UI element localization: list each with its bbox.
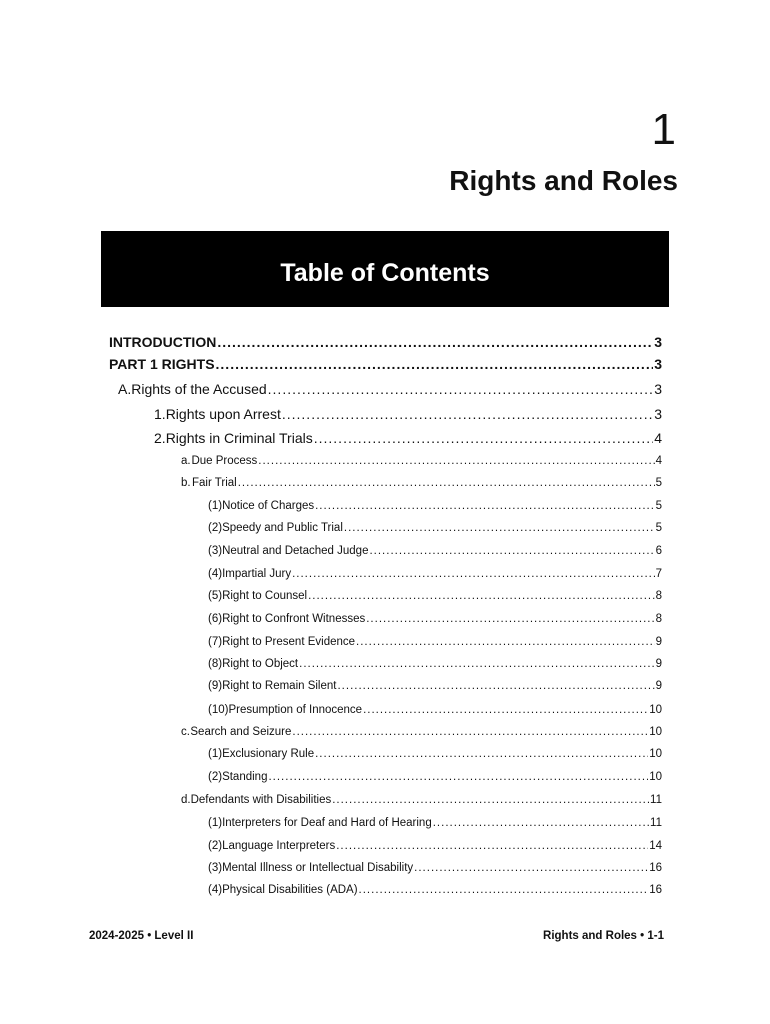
toc-entry-page: 5 [655,477,662,489]
toc-entry-text: Defendants with Disabilities [190,794,332,806]
toc-entry-page: 11 [650,794,662,806]
toc-entry-number: (3) [208,862,223,874]
toc-entry-page: 16 [649,862,662,874]
toc-entry-exclusionary-rule[interactable] [208,745,662,763]
toc-leader-dots [217,333,653,351]
toc-entry-number: A. [118,381,132,397]
toc-leader-dots [433,814,649,832]
toc-entry-page: 9 [655,636,662,648]
toc-leader-dots [258,452,654,470]
toc-entry-number: (2) [208,522,223,534]
toc-entry-page: 5 [655,522,662,534]
toc-leader-dots [332,791,649,809]
toc-entry-page: 3 [654,381,662,397]
toc-entry-page: 3 [654,356,662,372]
toc-entry-page: 14 [649,840,662,852]
toc-entry-number: (10) [208,704,229,716]
toc-entry-text: Right to Object [222,658,299,670]
toc-entry-text: Rights in Criminal Trials [165,430,313,446]
toc-entry-text: INTRODUCTION [109,334,217,350]
toc-entry-speedy-public-trial[interactable] [208,519,662,537]
toc-leader-dots [282,405,653,423]
toc-entry-text: Due Process [191,455,258,467]
toc-entry-language-interpreters[interactable] [208,837,662,855]
toc-leader-dots [356,633,655,651]
toc-entry-page: 8 [655,590,662,602]
toc-entry-number: (3) [208,545,223,557]
toc-entry-text: Neutral and Detached Judge [222,545,369,557]
toc-entry-page: 16 [649,884,662,896]
toc-entry-right-to-object[interactable] [208,655,662,673]
toc-entry-remain-silent[interactable] [208,677,662,695]
toc-entry-text: Standing [222,771,268,783]
toc-heading: Table of Contents [280,258,490,287]
toc-entry-page: 10 [649,704,662,716]
toc-entry-fair-trial[interactable] [181,474,662,492]
toc-leader-dots [299,655,654,673]
toc-entry-page: 3 [654,334,662,350]
toc-entry-present-evidence[interactable] [208,633,662,651]
toc-leader-dots [315,497,654,515]
toc-leader-dots [369,542,654,560]
toc-entry-neutral-judge[interactable] [208,542,662,560]
toc-entry-presumption-of-innocence[interactable] [208,701,662,719]
toc-entry-number: (1) [208,500,223,512]
toc-entry-text: PART 1 RIGHTS [109,356,215,372]
toc-entry-page: 8 [655,613,662,625]
toc-entry-standing[interactable] [208,768,662,786]
toc-entry-text: Right to Confront Witnesses [222,613,366,625]
toc-entry-impartial-jury[interactable] [208,565,662,583]
toc-entry-defendants-with-disabilities[interactable] [181,791,662,809]
toc-entry-number: (4) [208,568,223,580]
toc-entry-text: Fair Trial [192,477,237,489]
toc-leader-dots [336,837,648,855]
toc-entry-number: (2) [208,840,223,852]
toc-entry-text: Language Interpreters [222,840,336,852]
toc-entry-confront-witnesses[interactable] [208,610,662,628]
toc-entry-text: Speedy and Public Trial [222,522,343,534]
toc-entry-text: Interpreters for Deaf and Hard of Hearing [222,817,432,829]
toc-entry-page: 3 [654,406,662,422]
toc-leader-dots [292,723,648,741]
toc-entry-page: 10 [649,726,662,738]
toc-entry-mental-illness[interactable] [208,859,662,877]
toc-entry-deaf-interpreters[interactable] [208,814,662,832]
toc-entry-number: d. [181,794,191,806]
toc-entry-text: Rights upon Arrest [165,406,281,422]
toc-entry-text: Search and Seizure [190,726,292,738]
toc-leader-dots [308,587,655,605]
toc-entry-rights-upon-arrest[interactable] [154,405,662,423]
chapter-title: Rights and Roles [449,165,678,196]
toc-entry-number: (2) [208,771,223,783]
toc-entry-text: Rights of the Accused [131,381,267,397]
toc-entry-page: 11 [650,817,662,829]
toc-leader-dots [292,565,655,583]
toc-leader-dots [238,474,655,492]
toc-entry-text: Notice of Charges [222,500,315,512]
toc-entry-number: (6) [208,613,223,625]
toc-leader-dots [314,429,653,447]
toc-entry-text: Exclusionary Rule [222,748,315,760]
toc-entry-page: 4 [655,455,662,467]
toc-entry-search-and-seizure[interactable] [181,723,662,741]
chapter-number: 1 [651,105,676,154]
toc-leader-dots [414,859,648,877]
toc-entry-page: 4 [654,430,662,446]
toc-leader-dots [344,519,655,537]
toc-entry-page: 9 [655,658,662,670]
toc-leader-dots [337,677,654,695]
toc-entry-text: Physical Disabilities (ADA) [222,884,358,896]
toc-entry-number: (4) [208,884,223,896]
toc-entry-number: 1. [154,406,166,422]
toc-entry-number: 2. [154,430,166,446]
toc-entry-text: Presumption of Innocence [228,704,363,716]
toc-entry-part-1-rights[interactable] [109,355,662,373]
toc-leader-dots [315,745,648,763]
toc-entry-page: 5 [655,500,662,512]
toc-leader-dots [216,355,654,373]
toc-entry-number: a. [181,455,191,467]
toc-leader-dots [268,380,654,398]
toc-leader-dots [268,768,648,786]
toc-entry-number: (5) [208,590,223,602]
toc-entry-number: (8) [208,658,223,670]
toc-entry-text: Impartial Jury [222,568,292,580]
toc-entry-number: (1) [208,817,223,829]
toc-entry-right-to-counsel[interactable] [208,587,662,605]
toc-entry-page: 9 [655,680,662,692]
toc-entry-rights-of-accused[interactable] [118,380,662,398]
toc-entry-number: (9) [208,680,223,692]
toc-entry-rights-in-criminal-trials[interactable] [154,429,662,447]
toc-entry-text: Mental Illness or Intellectual Disability [222,862,414,874]
footer-page-label: Rights and Roles • 1-1 [543,930,664,942]
toc-leader-dots [363,701,648,719]
toc-entry-number: (1) [208,748,223,760]
toc-entry-text: Right to Counsel [222,590,308,602]
toc-entry-page: 10 [649,771,662,783]
toc-entry-text: Right to Remain Silent [222,680,337,692]
toc-entry-notice-of-charges[interactable] [208,497,662,515]
toc-leader-dots [366,610,654,628]
footer-edition: 2024-2025 • Level II [89,930,194,942]
toc-leader-dots [359,881,649,899]
toc-entry-number: (7) [208,636,223,648]
toc-entry-introduction[interactable] [109,333,662,351]
toc-entry-page: 10 [649,748,662,760]
toc-entry-number: c. [181,726,190,738]
toc-entry-number: b. [181,477,191,489]
toc-entry-page: 7 [655,568,662,580]
toc-entry-physical-disabilities[interactable] [208,881,662,899]
toc-entry-text: Right to Present Evidence [222,636,356,648]
toc-entry-due-process[interactable] [181,452,662,470]
toc-entry-page: 6 [655,545,662,557]
